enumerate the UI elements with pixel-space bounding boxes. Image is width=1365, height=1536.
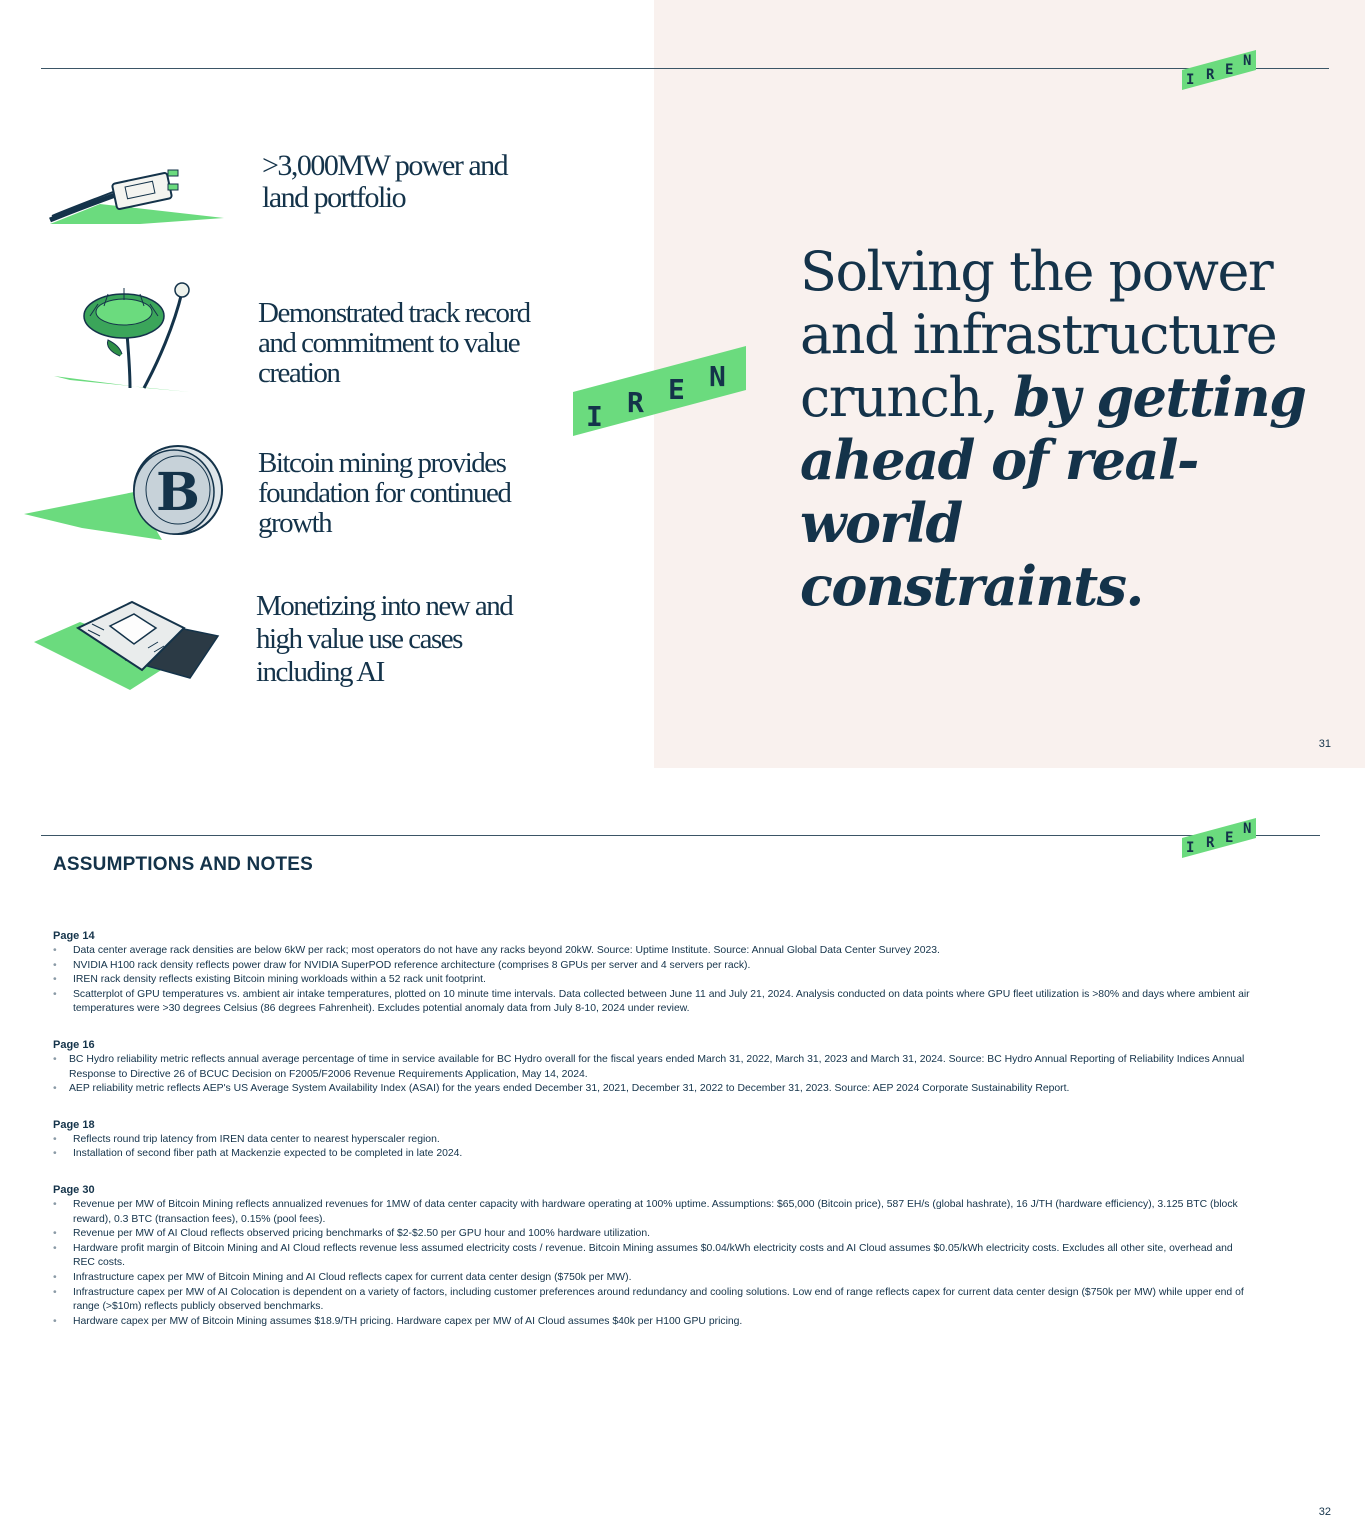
section-heading: Page 30	[53, 1183, 95, 1196]
page-number-32: 32	[1318, 1506, 1331, 1518]
feature-4-line-3: including AI	[256, 656, 384, 688]
iren-logo-small	[1180, 46, 1262, 92]
note-item: • AEP reliability metric reflects AEP's US Average System Availability Index (ASAI) for the years ended December 31, 2021, December 31, 2022 to December 31, 2023. Source: AEP 2024 Corporate Sustainability Report.	[53, 1082, 1253, 1097]
logo-letter-e: E	[1225, 62, 1234, 78]
note-item: • Infrastructure capex per MW of AI Colocation is dependent on a variety of factors, including customer preferences around redundancy and cooling solutions. Low end of range reflects capex for current data center design ($750k per MW) while upper end of range (>$10m) reflects publicly observed benchmarks.	[53, 1286, 1253, 1315]
note-item: • Infrastructure capex per MW of Bitcoin Mining and AI Cloud reflects capex for current data center design ($750k per MW).	[53, 1271, 1253, 1286]
headline-line-3	[800, 366, 1320, 429]
logo-letter-r: R	[1206, 835, 1215, 851]
feature-ai-monetization	[32, 598, 222, 701]
note-item: • NVIDIA H100 rack density reflects power draw for NVIDIA SuperPOD reference architecture (comprises 8 GPUs per server and 4 servers per rack).	[53, 959, 1253, 974]
logo-letter-n: N	[1243, 53, 1252, 69]
bitcoin-coin-icon	[22, 444, 224, 542]
section-heading: Page 14	[53, 930, 95, 942]
feature-4-line-1: Monetizing into new and	[256, 590, 513, 622]
logo-letter-e: E	[668, 373, 685, 406]
section-heading: Page 16	[53, 1038, 95, 1051]
headline-line-5-emphasis: constraints.	[800, 554, 1143, 618]
feature-2-line-2: and commitment to value	[258, 327, 520, 359]
headline-line-4-emphasis: ahead of real-world	[800, 428, 1198, 555]
note-item: • Hardware profit margin of Bitcoin Mining and AI Cloud reflects revenue less assumed electricity costs / revenue. Bitcoin Mining assumes $0.04/kWh electricity costs and AI Cloud assumes $0.05/kWh electricity costs. Excludes all other site, overhead and REC costs.	[53, 1242, 1253, 1271]
logo-letter-i: I	[1186, 72, 1195, 88]
note-item: • Installation of second fiber path at Mackenzie expected to be completed in late 2024.	[53, 1147, 1253, 1162]
feature-text-1	[262, 150, 507, 213]
headline-line-3-plain: crunch,	[800, 366, 1013, 429]
note-item: • Revenue per MW of Bitcoin Mining reflects annualized revenues for 1MW of data center capacity with hardware operating at 100% uptime. Assumptions: $65,000 (Bitcoin price), 587 EH/s (global hashrate), 16 J/TH (hardware efficiency), 3.125 BTC (block reward), 0.3 BTC (transaction fees), 0.15% (pool fees).	[53, 1198, 1253, 1227]
note-item: • Revenue per MW of AI Cloud reflects observed pricing benchmarks of $2-$2.50 per GPU hour and 100% hardware utilization.	[53, 1227, 1253, 1242]
power-plug-icon	[44, 158, 228, 230]
gpu-chip-icon	[32, 598, 222, 696]
headline-line-3-emphasis: by getting	[1012, 365, 1306, 429]
headline-line-4	[800, 429, 1320, 555]
iren-logo-small	[1180, 814, 1262, 860]
note-item: • Scatterplot of GPU temperatures vs. ambient air intake temperatures, plotted on 10 minute time intervals. Data collected between June 11 and July 21, 2024. Analysis conducted on data points where GPU fleet utilization is >80% and days where ambient air temperatures were >30 degrees Celsius (86 degrees Fahrenheit). Excludes potential anomaly data from July 8-10, 2024 under review.	[53, 988, 1253, 1017]
headline-line-2: and infrastructure	[800, 303, 1277, 366]
iren-logo-large	[570, 344, 750, 438]
notes-section-page-14	[53, 930, 1253, 1017]
section-heading: Page 18	[53, 1118, 95, 1131]
feature-1-line-1: >3,000MW power and	[262, 149, 508, 182]
feature-track-record	[50, 276, 200, 399]
notes-section-page-16	[53, 1039, 1253, 1097]
feature-text-3	[258, 448, 510, 538]
note-item: • Reflects round trip latency from IREN data center to nearest hyperscaler region.	[53, 1133, 1253, 1148]
top-rule	[41, 835, 1320, 836]
feature-1-line-2: land portfolio	[262, 180, 406, 214]
headline-line-1: Solving the power	[800, 240, 1273, 303]
notes-title: ASSUMPTIONS AND NOTES	[53, 854, 314, 875]
note-item: • Hardware capex per MW of Bitcoin Mining assumes $18.9/TH pricing. Hardware capex per MW of AI Cloud assumes $40k per H100 GPU pricing.	[53, 1315, 1253, 1330]
feature-power-portfolio	[44, 158, 228, 235]
notes-section-page-30	[53, 1184, 1253, 1329]
feature-text-2	[258, 298, 530, 388]
feature-bitcoin-mining	[22, 444, 224, 547]
note-item: • BC Hydro reliability metric reflects annual average percentage of time in service available for BC Hydro overall for the fiscal years ended March 31, 2022, March 31, 2023 and March 31, 2024. Source: BC Hydro Annual Reporting of Reliability Indices Annual Response to Directive 26 of BCUC Decision on F2005/F2006 Revenue Requirements Application, May 14, 2024.	[53, 1053, 1253, 1082]
headline-line-5	[800, 555, 1320, 618]
feature-3-line-2: foundation for continued	[258, 477, 511, 509]
feature-3-line-3: growth	[258, 507, 332, 539]
top-rule	[41, 68, 1329, 69]
slide-32	[0, 768, 1365, 1536]
svg-text:B: B	[156, 462, 200, 523]
logo-letter-r: R	[1206, 67, 1215, 83]
logo-letter-n: N	[709, 360, 726, 393]
note-item: • Data center average rack densities are below 6kW per rack; most operators do not have any racks beyond 20kW. Source: Uptime Institute. Source: Annual Global Data Center Survey 2023.	[53, 944, 1253, 959]
page-number-31: 31	[1318, 738, 1331, 750]
logo-letter-i: I	[586, 400, 603, 433]
feature-text-4	[256, 590, 512, 689]
logo-letter-e: E	[1225, 830, 1234, 846]
feature-2-line-3: creation	[258, 357, 340, 389]
notes-section-page-18	[53, 1119, 1253, 1162]
note-item: • IREN rack density reflects existing Bitcoin mining workloads within a 52 rack unit footprint.	[53, 973, 1253, 988]
dandelion-icon	[50, 276, 200, 394]
logo-letter-r: R	[627, 386, 644, 419]
notes-body	[53, 930, 1253, 1351]
feature-2-line-1: Demonstrated track record	[258, 297, 530, 329]
headline	[800, 240, 1320, 618]
logo-letter-n: N	[1243, 821, 1252, 837]
logo-letter-i: I	[1186, 840, 1195, 856]
feature-4-line-2: high value use cases	[256, 623, 462, 655]
feature-3-line-1: Bitcoin mining provides	[258, 447, 506, 479]
